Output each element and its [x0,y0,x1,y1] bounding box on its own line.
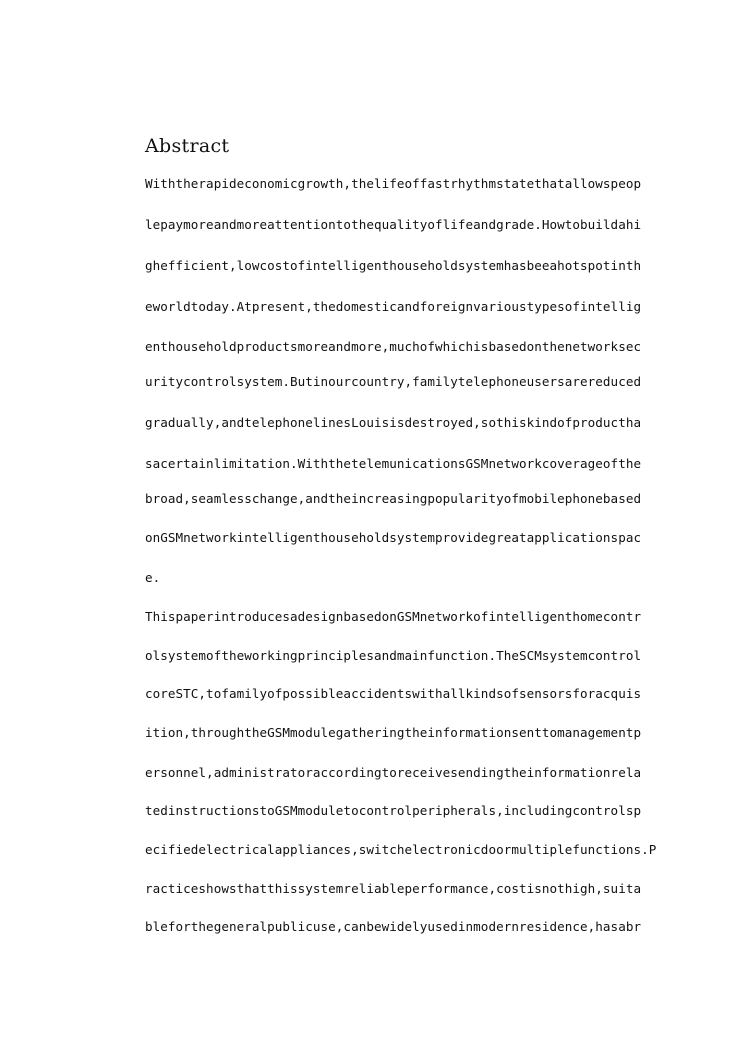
text-line: Withtherapideconomicgrowth,thelifeoffastrhythmstatethatallowspeop [145,176,642,191]
text-line: onGSMnetworkintelligenthouseholdsystemprovidegreatapplicationspac [145,530,642,545]
text-line: ghefficient,lowcostofintelligenthouseholdsystemhasbeeahotspotinth [145,258,642,273]
text-line: bleforthegeneralpublicuse,canbewidelyusedinmodernresidence,hasabr [145,919,642,934]
text-line: lepaymoreandmoreattentiontothequalityoflifeandgrade.Howtobuildahi [145,217,642,232]
text-line: e. [145,570,161,585]
text-line: eworldtoday.Atpresent,thedomesticandforeignvarioustypesofintellig [145,299,642,314]
text-line: enthouseholdproductsmoreandmore,muchofwhichisbasedonthenetworksec [145,339,642,354]
abstract-heading: Abstract [145,135,230,157]
text-line: uritycontrolsystem.Butinourcountry,familytelephoneusersarereduced [145,374,642,389]
text-line: gradually,andtelephonelinesLouisisdestroyed,sothiskindofproductha [145,415,642,430]
text-line: ThispaperintroducesadesignbasedonGSMnetworkofintelligenthomecontr [145,609,642,624]
text-line: olsystemoftheworkingprinciplesandmainfunction.TheSCMsystemcontrol [145,648,642,663]
text-line: ition,throughtheGSMmodulegatheringtheinformationsenttomanagementp [145,725,642,740]
text-line: coreSTC,tofamilyofpossibleaccidentswithallkindsofsensorsforacquis [145,686,642,701]
text-line: sacertainlimitation.WiththetelemunicationsGSMnetworkcoverageofthe [145,456,642,471]
text-line: ersonnel,administratoraccordingtoreceivesendingtheinformationrela [145,765,642,780]
text-line: tedinstructionstoGSMmoduletocontrolperipherals,includingcontrolsp [145,803,642,818]
text-line: broad,seamlesschange,andtheincreasingpopularityofmobilephonebased [145,491,642,506]
text-line: ecifiedelectricalappliances,switchelectronicdoormultiplefunctions.P [145,842,657,857]
text-line: racticeshowsthatthissystemreliableperformance,costisnothigh,suita [145,881,642,896]
